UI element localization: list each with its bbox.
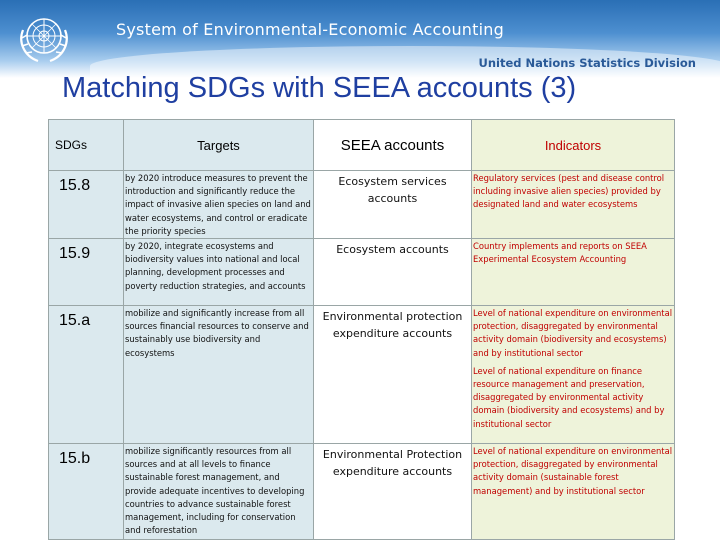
table-row [49, 239, 675, 306]
table-header-row [49, 120, 675, 171]
seea-account: Environmental protection expenditure accounts [322, 310, 463, 341]
sdg-id: 15.9 [59, 245, 91, 263]
indicator-text: Level of national expenditure on environmental protection, disaggregated by environmental activity domain (biodiversity and ecosystems) and by institutional sector [473, 308, 673, 358]
header-seea-accounts: SEEA accounts [314, 120, 472, 171]
sdg-id: 15.a [59, 312, 91, 330]
seea-account: Environmental Protection expenditure accounts [322, 448, 463, 479]
sdg-seea-table [48, 119, 675, 540]
indicator-text-secondary: Level of national expenditure on finance resource management and preservation, disaggregated by environmental activity domain (biodiversity and ecosystems) and by institutional sector [473, 365, 665, 429]
target-text: by 2020, integrate ecosystems and biodiversity values into national and local planning, development processes and poverty reduction strategies, and accounts [125, 241, 306, 291]
table-row [49, 171, 675, 239]
indicator-text: Country implements and reports on SEEA Experimental Ecosystem Accounting [473, 241, 647, 265]
target-text: mobilize significantly resources from all sources and at all levels to finance sustainable forest management, and provide adequate incentives to developing countries to advance sustainable forest management, including for conservation and reforestation [125, 446, 305, 536]
sdg-id: 15.8 [59, 177, 91, 194]
sdg-id: 15.b [59, 450, 91, 468]
target-text: mobilize and significantly increase from all sources financial resources to conserve and sustainably use biodiversity and ecosystems [125, 308, 309, 358]
header-sdgs: SDGs [49, 120, 124, 171]
division-name: United Nations Statistics Division [478, 56, 696, 70]
system-title: System of Environmental-Economic Accounting [116, 20, 504, 39]
page-title: Matching SDGs with SEEA accounts (3) [62, 72, 577, 104]
seea-account: Ecosystem services accounts [338, 175, 447, 205]
table-row [49, 306, 675, 444]
header-targets: Targets [124, 120, 314, 171]
header-banner [0, 0, 720, 78]
seea-account: Ecosystem accounts [336, 243, 449, 257]
indicator-text: Level of national expenditure on environmental protection, disaggregated by environmental activity domain (sustainable forest management) and by institutional sector [473, 446, 673, 496]
header-indicators: Indicators [472, 120, 675, 171]
table-row [49, 444, 675, 540]
indicator-text: Regulatory services (pest and disease control including invasive alien species) provided by designated land and water ecosystems [473, 173, 665, 210]
target-text: by 2020 introduce measures to prevent the introduction and significantly reduce the impact of invasive alien species on land and water ecosystems, and control or eradicate the priority species [125, 173, 311, 236]
